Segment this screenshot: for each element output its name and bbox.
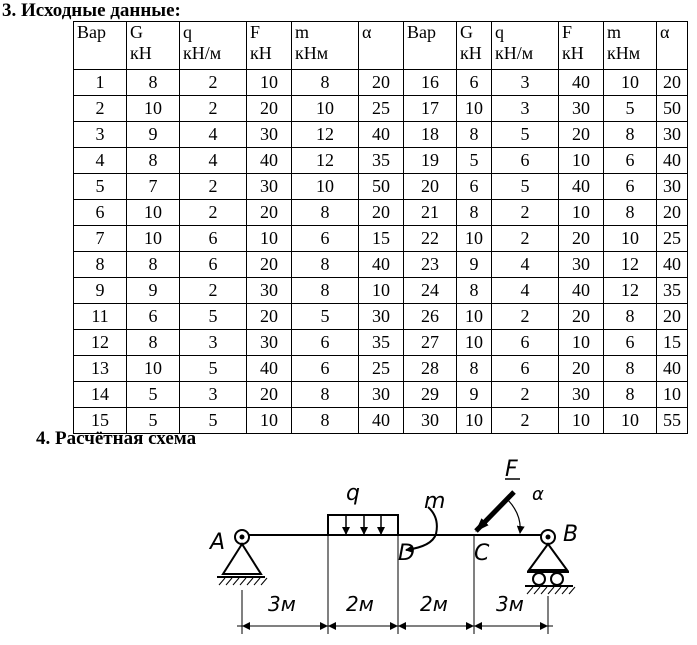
table-cell: 20 xyxy=(404,174,457,200)
table-cell: 24 xyxy=(404,278,457,304)
table-cell: 12 xyxy=(604,252,657,278)
header-unit: кН xyxy=(460,43,482,63)
table-cell: 19 xyxy=(404,148,457,174)
header-symbol: F xyxy=(562,22,573,42)
table-cell: 5 xyxy=(180,408,247,434)
table-cell: 55 xyxy=(657,408,688,434)
header-unit: кНм xyxy=(295,43,329,63)
table-cell: 6 xyxy=(492,356,559,382)
header-symbol: G xyxy=(460,22,473,42)
table-row xyxy=(74,252,688,278)
header-symbol: q xyxy=(183,22,192,42)
header-cell xyxy=(180,22,247,70)
table-cell: 10 xyxy=(657,382,688,408)
table-cell: 8 xyxy=(604,200,657,226)
beam-scheme xyxy=(0,450,697,645)
table-cell: 10 xyxy=(559,148,604,174)
table-cell: 10 xyxy=(247,70,292,96)
header-cell xyxy=(292,22,359,70)
table-cell: 10 xyxy=(457,304,492,330)
table-cell: 25 xyxy=(359,356,404,382)
table-cell: 2 xyxy=(492,382,559,408)
header-symbol: m xyxy=(607,22,622,42)
table-cell: 2 xyxy=(492,200,559,226)
table-row xyxy=(74,174,688,200)
table-cell: 8 xyxy=(292,382,359,408)
angle-arc xyxy=(508,500,520,533)
table-cell: 40 xyxy=(657,148,688,174)
header-cell xyxy=(127,22,180,70)
table-cell: 2 xyxy=(180,174,247,200)
table-cell: 10 xyxy=(127,356,180,382)
table-cell: 5 xyxy=(604,96,657,122)
table-cell: 10 xyxy=(457,96,492,122)
table-cell: 10 xyxy=(359,278,404,304)
table-cell: 20 xyxy=(657,304,688,330)
table-cell: 10 xyxy=(292,174,359,200)
table-cell: 18 xyxy=(404,122,457,148)
table-cell: 30 xyxy=(559,96,604,122)
table-cell: 6 xyxy=(604,174,657,200)
header-cell xyxy=(247,22,292,70)
table-cell: 10 xyxy=(127,96,180,122)
table-cell: 23 xyxy=(404,252,457,278)
table-cell: 6 xyxy=(457,70,492,96)
table-cell: 7 xyxy=(74,226,127,252)
table-row xyxy=(74,356,688,382)
table-cell: 40 xyxy=(559,278,604,304)
table-cell: 40 xyxy=(559,70,604,96)
table-cell: 10 xyxy=(292,96,359,122)
table-cell: 6 xyxy=(292,226,359,252)
table-cell: 35 xyxy=(359,330,404,356)
table-cell: 8 xyxy=(127,252,180,278)
table-cell: 10 xyxy=(559,330,604,356)
table-cell: 40 xyxy=(359,252,404,278)
table-cell: 2 xyxy=(180,200,247,226)
table-cell: 6 xyxy=(74,200,127,226)
table-cell: 12 xyxy=(292,122,359,148)
table-row xyxy=(74,304,688,330)
table-row xyxy=(74,382,688,408)
table-cell: 30 xyxy=(657,122,688,148)
table-cell: 6 xyxy=(292,330,359,356)
table-cell: 7 xyxy=(127,174,180,200)
label-b: B xyxy=(563,522,579,547)
table-cell: 30 xyxy=(247,278,292,304)
table-cell: 2 xyxy=(180,96,247,122)
table-cell: 14 xyxy=(74,382,127,408)
table-row xyxy=(74,226,688,252)
header-unit: кН xyxy=(562,43,584,63)
table-cell: 5 xyxy=(492,174,559,200)
header-symbol: F xyxy=(250,22,261,42)
table-cell: 8 xyxy=(127,330,180,356)
label-d: D xyxy=(398,541,415,566)
table-cell: 8 xyxy=(604,356,657,382)
header-symbol: G xyxy=(130,22,143,42)
header-symbol: α xyxy=(660,22,670,42)
table-cell: 20 xyxy=(359,70,404,96)
table-cell: 20 xyxy=(559,356,604,382)
table-cell: 10 xyxy=(604,408,657,434)
table-cell: 40 xyxy=(657,356,688,382)
table-cell: 5 xyxy=(74,174,127,200)
table-cell: 5 xyxy=(292,304,359,330)
dimension-1: 3м xyxy=(268,592,296,616)
table-cell: 4 xyxy=(180,148,247,174)
dimension-3: 2м xyxy=(420,592,448,616)
table-cell: 10 xyxy=(559,200,604,226)
table-cell: 30 xyxy=(359,382,404,408)
table-row xyxy=(74,200,688,226)
table-cell: 28 xyxy=(404,356,457,382)
table-cell: 8 xyxy=(74,252,127,278)
section-3-title: 3. Исходные данные: xyxy=(2,0,181,21)
label-m: m xyxy=(424,489,446,514)
table-cell: 6 xyxy=(127,304,180,330)
table-cell: 30 xyxy=(559,252,604,278)
table-cell: 10 xyxy=(247,408,292,434)
table-cell: 9 xyxy=(74,278,127,304)
table-cell: 30 xyxy=(359,304,404,330)
table-cell: 9 xyxy=(127,278,180,304)
table-row xyxy=(74,330,688,356)
header-cell xyxy=(559,22,604,70)
table-cell: 10 xyxy=(247,226,292,252)
dimension-2: 2м xyxy=(346,592,374,616)
table-cell: 10 xyxy=(457,226,492,252)
table-cell: 8 xyxy=(292,200,359,226)
table-cell: 4 xyxy=(180,122,247,148)
table-cell: 40 xyxy=(657,252,688,278)
table-cell: 6 xyxy=(492,330,559,356)
table-cell: 2 xyxy=(492,304,559,330)
table-cell: 2 xyxy=(180,278,247,304)
table-cell: 3 xyxy=(492,70,559,96)
header-symbol: α xyxy=(362,22,372,42)
table-cell: 12 xyxy=(74,330,127,356)
table-cell: 20 xyxy=(247,382,292,408)
table-cell: 10 xyxy=(604,226,657,252)
table-cell: 5 xyxy=(127,382,180,408)
table-row xyxy=(74,70,688,96)
table-cell: 35 xyxy=(657,278,688,304)
table-cell: 30 xyxy=(247,122,292,148)
table-cell: 16 xyxy=(404,70,457,96)
header-symbol: m xyxy=(295,22,310,42)
table-cell: 6 xyxy=(492,148,559,174)
label-a: A xyxy=(210,530,226,555)
table-cell: 25 xyxy=(657,226,688,252)
table-row xyxy=(74,148,688,174)
table-cell: 12 xyxy=(604,278,657,304)
table-cell: 6 xyxy=(180,252,247,278)
label-alpha: α xyxy=(532,484,544,505)
table-cell: 30 xyxy=(247,174,292,200)
table-cell: 2 xyxy=(180,70,247,96)
table-cell: 35 xyxy=(359,148,404,174)
table-row xyxy=(74,122,688,148)
table-cell: 3 xyxy=(180,330,247,356)
table-cell: 40 xyxy=(247,148,292,174)
table-cell: 8 xyxy=(604,122,657,148)
table-cell: 8 xyxy=(292,252,359,278)
table-cell: 29 xyxy=(404,382,457,408)
table-cell: 40 xyxy=(559,174,604,200)
table-cell: 6 xyxy=(292,356,359,382)
header-cell xyxy=(404,22,457,70)
force-arrow xyxy=(476,492,514,531)
table-cell: 10 xyxy=(559,408,604,434)
table-cell: 3 xyxy=(180,382,247,408)
table-cell: 20 xyxy=(559,304,604,330)
table-cell: 10 xyxy=(457,408,492,434)
table-cell: 9 xyxy=(457,382,492,408)
data-table xyxy=(73,21,688,434)
table-cell: 10 xyxy=(127,226,180,252)
table-cell: 5 xyxy=(180,304,247,330)
table-cell: 10 xyxy=(127,200,180,226)
table-cell: 8 xyxy=(127,148,180,174)
table-cell: 20 xyxy=(559,122,604,148)
header-cell xyxy=(359,22,404,70)
table-cell: 20 xyxy=(247,252,292,278)
table-cell: 11 xyxy=(74,304,127,330)
table-cell: 8 xyxy=(292,408,359,434)
table-cell: 3 xyxy=(74,122,127,148)
table-cell: 3 xyxy=(492,96,559,122)
table-cell: 8 xyxy=(457,122,492,148)
table-cell: 6 xyxy=(180,226,247,252)
table-cell: 50 xyxy=(657,96,688,122)
header-cell xyxy=(74,22,127,70)
table-cell: 8 xyxy=(457,278,492,304)
table-cell: 40 xyxy=(359,408,404,434)
header-cell xyxy=(492,22,559,70)
header-unit: кН/м xyxy=(495,43,534,63)
table-cell: 9 xyxy=(457,252,492,278)
table-cell: 40 xyxy=(247,356,292,382)
table-cell: 5 xyxy=(180,356,247,382)
table-cell: 26 xyxy=(404,304,457,330)
table-cell: 12 xyxy=(292,148,359,174)
table-cell: 20 xyxy=(657,200,688,226)
table-cell: 8 xyxy=(127,70,180,96)
table-cell: 9 xyxy=(127,122,180,148)
table-cell: 13 xyxy=(74,356,127,382)
header-cell xyxy=(604,22,657,70)
table-cell: 20 xyxy=(359,200,404,226)
table-cell: 15 xyxy=(657,330,688,356)
table-cell: 27 xyxy=(404,330,457,356)
header-symbol: Вар xyxy=(407,22,436,42)
table-cell: 30 xyxy=(247,330,292,356)
table-cell: 8 xyxy=(457,356,492,382)
table-cell: 10 xyxy=(457,330,492,356)
table-cell: 20 xyxy=(657,70,688,96)
table-cell: 20 xyxy=(247,304,292,330)
table-cell: 2 xyxy=(492,226,559,252)
header-unit: кНм xyxy=(607,43,641,63)
table-cell: 2 xyxy=(492,408,559,434)
header-cell xyxy=(657,22,688,70)
table-cell: 15 xyxy=(359,226,404,252)
table-cell: 6 xyxy=(604,330,657,356)
table-cell: 20 xyxy=(247,96,292,122)
header-symbol: q xyxy=(495,22,504,42)
table-cell: 17 xyxy=(404,96,457,122)
table-cell: 5 xyxy=(127,408,180,434)
table-cell: 2 xyxy=(74,96,127,122)
table-cell: 40 xyxy=(359,122,404,148)
table-cell: 10 xyxy=(604,70,657,96)
table-cell: 20 xyxy=(247,200,292,226)
table-cell: 1 xyxy=(74,70,127,96)
table-cell: 8 xyxy=(604,382,657,408)
table-cell: 25 xyxy=(359,96,404,122)
header-unit: кН xyxy=(250,43,272,63)
table-cell: 15 xyxy=(74,408,127,434)
section-4-title: 4. Расчётная схема xyxy=(36,428,197,449)
header-cell xyxy=(457,22,492,70)
distributed-load xyxy=(328,515,398,535)
header-symbol: Вар xyxy=(77,22,106,42)
table-body xyxy=(74,70,688,434)
label-f: F xyxy=(505,457,518,482)
table-cell: 6 xyxy=(457,174,492,200)
label-q: q xyxy=(346,481,360,506)
table-cell: 30 xyxy=(657,174,688,200)
table-cell: 22 xyxy=(404,226,457,252)
table-cell: 8 xyxy=(292,70,359,96)
label-c: C xyxy=(474,541,490,566)
header-unit: кН/м xyxy=(183,43,222,63)
table-cell: 4 xyxy=(492,278,559,304)
table-cell: 30 xyxy=(404,408,457,434)
table-cell: 50 xyxy=(359,174,404,200)
table-cell: 5 xyxy=(492,122,559,148)
dimension-4: 3м xyxy=(496,592,524,616)
table-header xyxy=(74,22,688,70)
table-cell: 4 xyxy=(492,252,559,278)
header-unit: кН xyxy=(130,43,152,63)
table-cell: 8 xyxy=(457,200,492,226)
table-cell: 5 xyxy=(457,148,492,174)
table-row xyxy=(74,96,688,122)
table-cell: 30 xyxy=(559,382,604,408)
table-cell: 8 xyxy=(604,304,657,330)
table-cell: 20 xyxy=(559,226,604,252)
table-cell: 8 xyxy=(292,278,359,304)
table-cell: 21 xyxy=(404,200,457,226)
table-cell: 4 xyxy=(74,148,127,174)
table-cell: 6 xyxy=(604,148,657,174)
table-row xyxy=(74,278,688,304)
